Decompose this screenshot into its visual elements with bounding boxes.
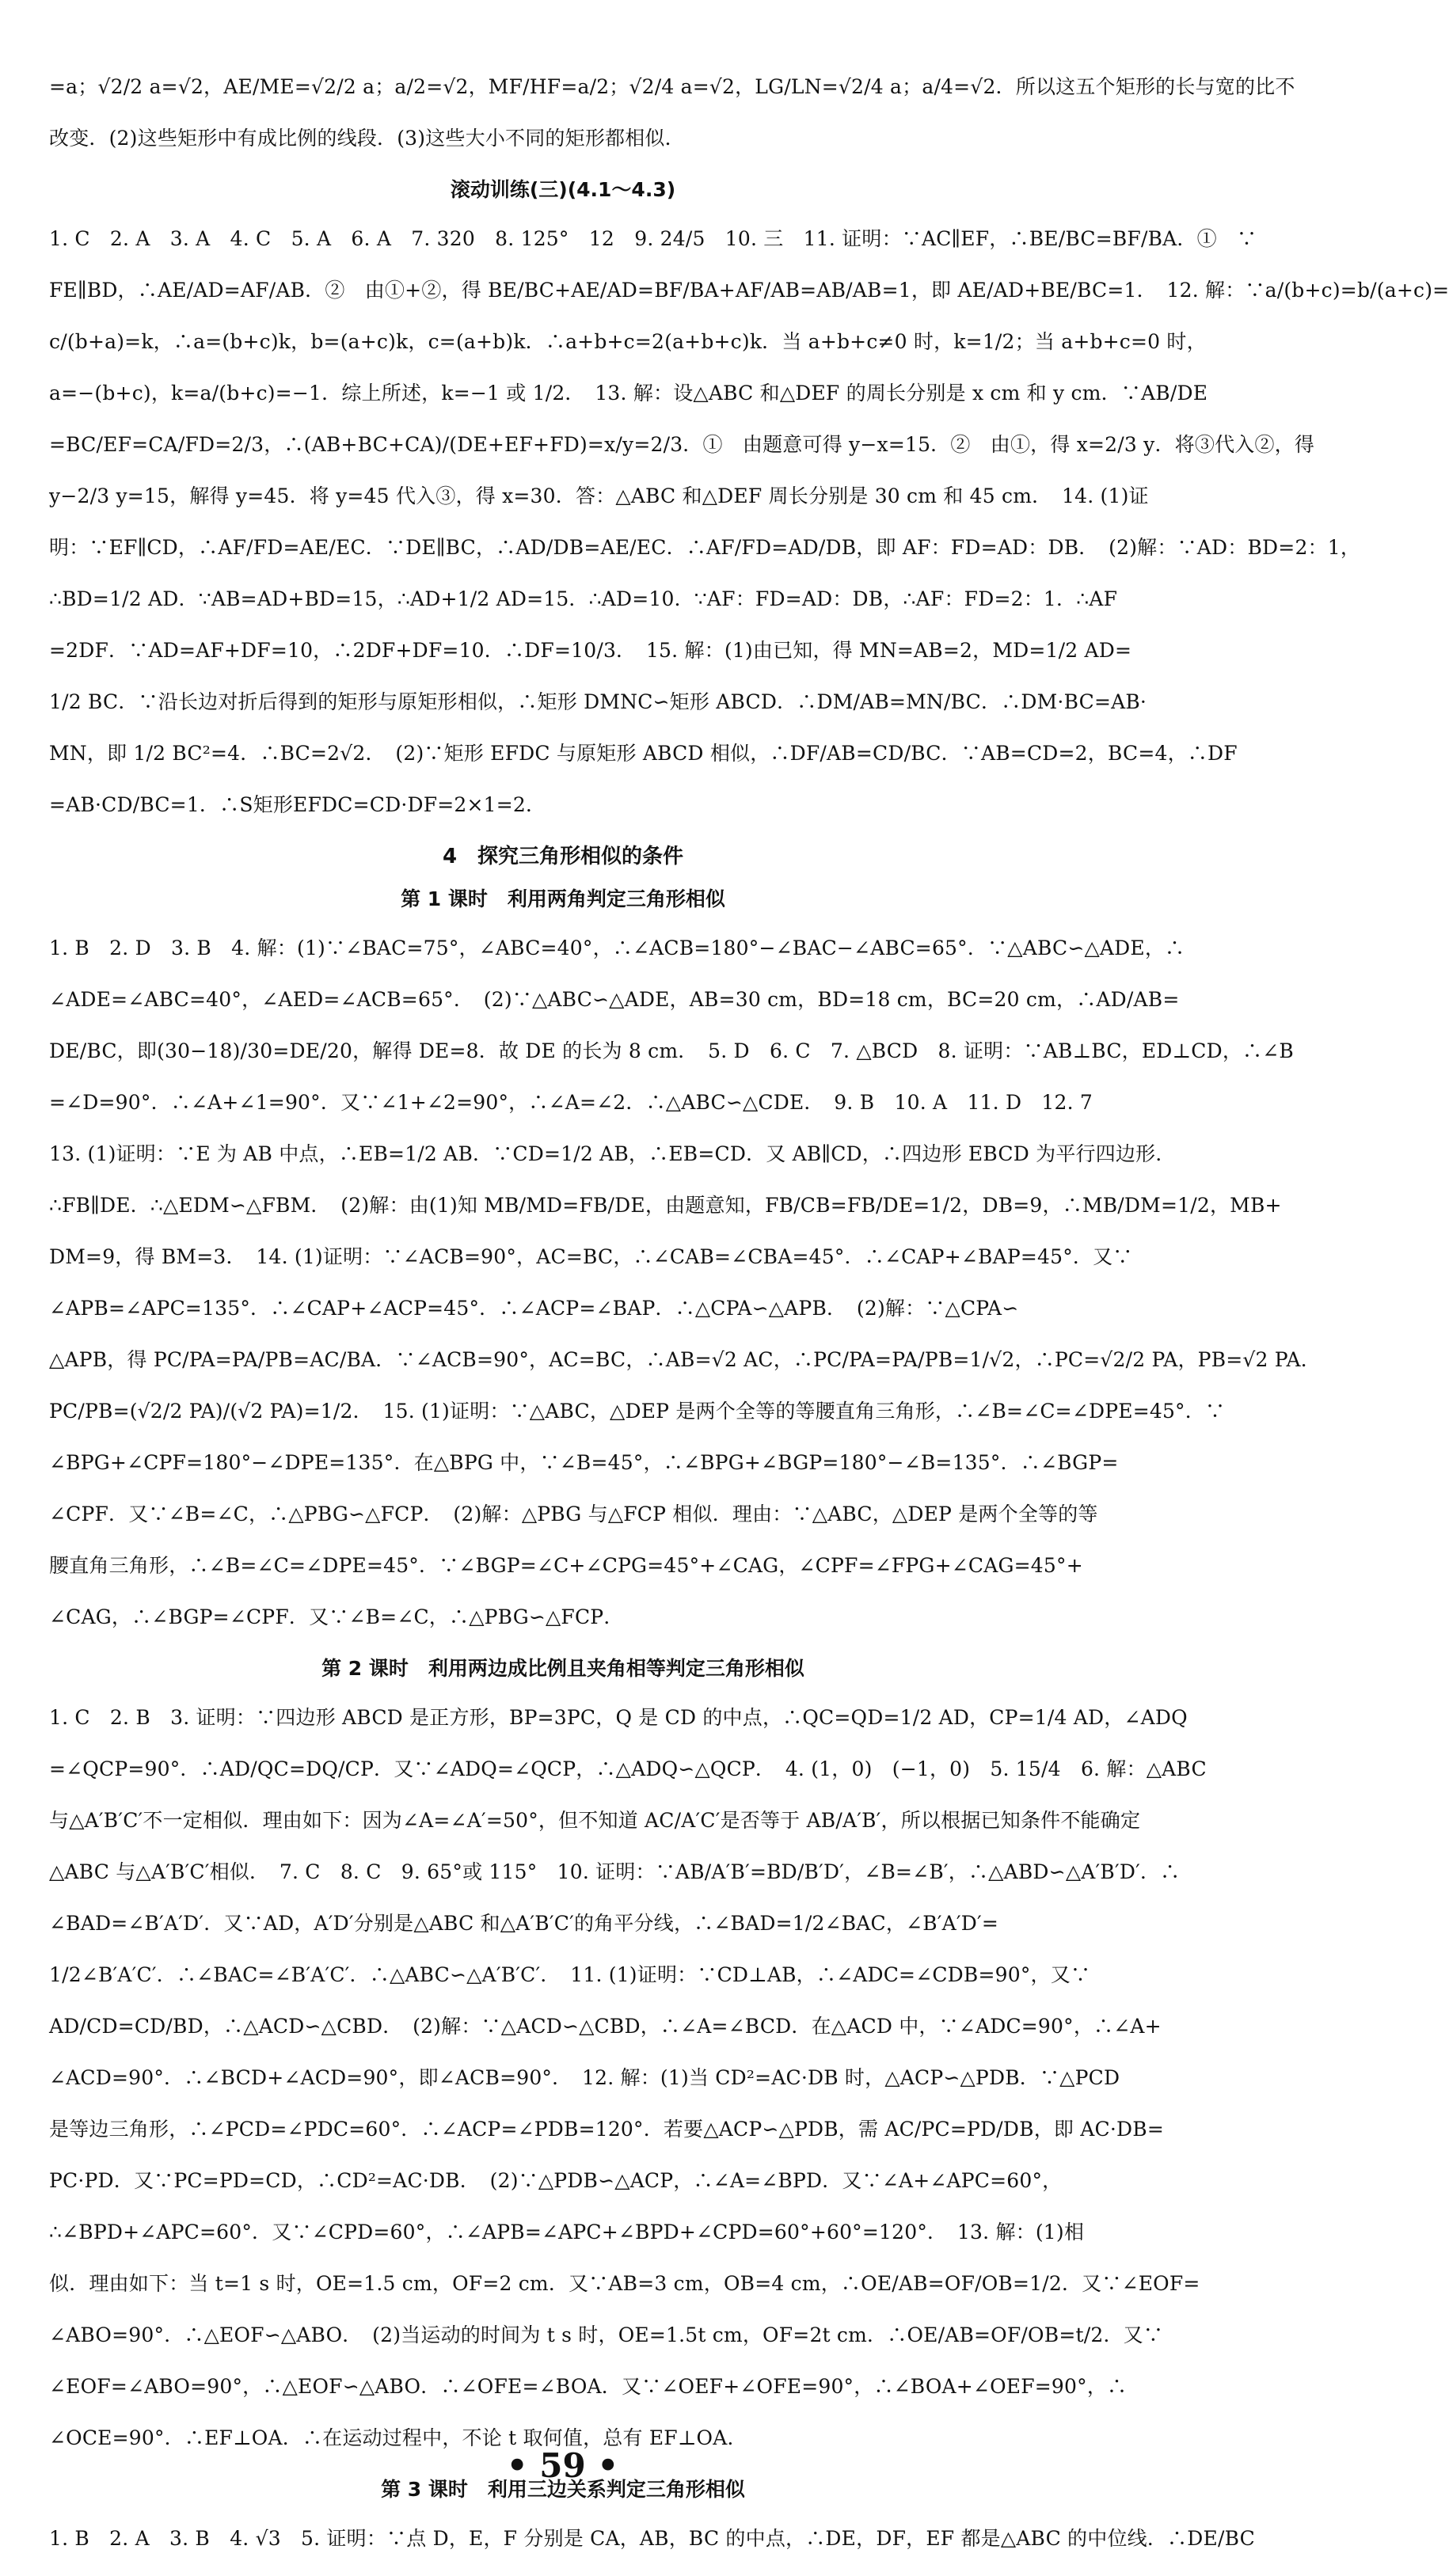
answer-line: 似．理由如下：当 t=1 s 时，OE=1.5 cm，OF=2 cm．又∵AB=3 cm，OB=4 cm，∴OE/AB=OF/OB=1/2．又∵∠EOF= [49, 2272, 1200, 2295]
lesson-heading: 第 2 课时 利用两边成比例且夹角相等判定三角形相似 [321, 1657, 804, 1680]
answer-line: DE/BC，即(30−18)/30=DE/20，解得 DE=8．故 DE 的长为 8 cm． 5. D 6. C 7. △BCD 8. 证明：∵AB⊥BC，ED⊥CD，∴∠B [49, 1039, 1294, 1062]
answer-line: 13. (1)证明：∵E 为 AB 中点，∴EB=1/2 AB．∵CD=1/2 AB，∴EB=CD．又 AB∥CD，∴四边形 EBCD 为平行四边形． [49, 1142, 1176, 1165]
answer-line: ∠APB=∠APC=135°．∴∠CAP+∠ACP=45°．∴∠ACP=∠BAP．∴△CPA∽△APB． (2)解：∵△CPA∽ [49, 1297, 1019, 1320]
answer-line: ∠BPG+∠CPF=180°−∠DPE=135°．在△BPG 中，∵∠B=45°，∴∠BPG+∠BGP=180°−∠B=135°．∴∠BGP= [49, 1451, 1119, 1474]
answer-line: DM=9，得 BM=3． 14. (1)证明：∵∠ACB=90°，AC=BC，∴∠CAB=∠CBA=45°．∴∠CAP+∠BAP=45°．又∵ [49, 1245, 1133, 1268]
answer-line: 腰直角三角形，∴∠B=∠C=∠DPE=45°．∵∠BGP=∠C+∠CPG=45°+∠CAG，∠CPF=∠FPG+∠CAG=45°+ [49, 1554, 1083, 1577]
answer-line: 1. B 2. D 3. B 4. 解：(1)∵∠BAC=75°，∠ABC=40°，∴∠ACB=180°−∠BAC−∠ABC=65°．∵△ABC∽△ADE，∴ [49, 937, 1185, 959]
answer-line: ∠ABO=90°．∴△EOF∽△ABO． (2)当运动的时间为 t s 时，OE=1.5t cm，OF=2t cm．∴OE/AB=OF/OB=t/2．又∵ [49, 2323, 1164, 2346]
page-number: • 59 • [506, 2446, 619, 2485]
answer-line: MN，即 1/2 BC²=4．∴BC=2√2． (2)∵矩形 EFDC 与原矩形 ABCD 相似，∴DF/AB=CD/BC．∵AB=CD=2，BC=4，∴DF [49, 742, 1238, 765]
answer-line: ∠CPF．又∵∠B=∠C，∴△PBG∽△FCP． (2)解：△PBG 与△FCP 相似．理由：∵△ABC，△DEP 是两个全等的等 [49, 1503, 1098, 1525]
answer-line: ∠ACD=90°．∴∠BCD+∠ACD=90°，即∠ACB=90°． 12. 解：(1)当 CD²=AC·DB 时，△ACP∽△PDB．∵△PCD [49, 2066, 1120, 2089]
answer-line: △APB，得 PC/PA=PA/PB=AC/BA．∵∠ACB=90°，AC=BC，∴AB=√2 AC，∴PC/PA=PA/PB=1/√2，∴PC=√2/2 PA，PB=√2 PA． [49, 1348, 1321, 1371]
answer-line: 是等边三角形，∴∠PCD=∠PDC=60°．∴∠ACP=∠PDB=120°．若要△ACP∽△PDB，需 AC/PC=PD/DB，即 AC·DB= [49, 2118, 1164, 2141]
answer-line: =∠D=90°．∴∠A+∠1=90°．又∵∠1+∠2=90°，∴∠A=∠2．∴△ABC∽△CDE． 9. B 10. A 11. D 12. 7 [49, 1091, 1093, 1114]
answer-line: ∴∠BPD+∠APC=60°．又∵∠CPD=60°，∴∠APB=∠APC+∠BPD+∠CPD=60°+60°=120°． 13. 解：(1)相 [49, 2221, 1085, 2244]
answer-line: ∠OCE=90°．∴EF⊥OA．∴在运动过程中，不论 t 取何值，总有 EF⊥OA． [49, 2426, 747, 2449]
answer-line: 1/2 BC．∵沿长边对折后得到的矩形与原矩形相似，∴矩形 DMNC∽矩形 ABCD．∴DM/AB=MN/BC．∴DM·BC=AB· [49, 690, 1147, 713]
answer-line: =2DF．∵AD=AF+DF=10，∴2DF+DF=10．∴DF=10/3． 15. 解：(1)由已知，得 MN=AB=2，MD=1/2 AD= [49, 639, 1132, 662]
answer-line: 1. B 2. A 3. B 4. √3 5. 证明：∵点 D，E，F 分别是 CA，AB，BC 的中点，∴DE，DF，EF 都是△ABC 的中位线．∴DE/BC [49, 2527, 1255, 2550]
answer-line: a=−(b+c)，k=a/(b+c)=−1．综上所述，k=−1 或 1/2． 13. 解：设△ABC 和△DEF 的周长分别是 x cm 和 y cm．∵AB/DE [49, 382, 1208, 405]
answer-line: 1/2∠B′A′C′．∴∠BAC=∠B′A′C′．∴△ABC∽△A′B′C′． 11. (1)证明：∵CD⊥AB，∴∠ADC=∠CDB=90°，又∵ [49, 1963, 1091, 1986]
section-title: 4 探究三角形相似的条件 [442, 845, 684, 868]
lesson-heading: 第 1 课时 利用两角判定三角形相似 [401, 887, 725, 910]
answer-line: 改变．(2)这些矩形中有成比例的线段．(3)这些大小不同的矩形都相似． [49, 127, 685, 150]
answer-line: =BC/EF=CA/FD=2/3，∴(AB+BC+CA)/(DE+EF+FD)=x/y=2/3．① 由题意可得 y−x=15．② 由①，得 x=2/3 y．将③代入②，得 [49, 433, 1315, 456]
answer-line: PC/PB=(√2/2 PA)/(√2 PA)=1/2． 15. (1)证明：∵△ABC，△DEP 是两个全等的等腰直角三角形，∴∠B=∠C=∠DPE=45°．∵ [49, 1400, 1226, 1423]
answer-line: ∠BAD=∠B′A′D′．又∵AD，A′D′分别是△ABC 和△A′B′C′的角平分线，∴∠BAD=1/2∠BAC，∠B′A′D′= [49, 1912, 999, 1935]
lesson-heading: 第 3 课时 利用三边关系判定三角形相似 [381, 2478, 745, 2501]
answer-line: 1. C 2. A 3. A 4. C 5. A 6. A 7. 320 8. 125° 12 9. 24/5 10. 三 11. 证明：∵AC∥EF，∴BE/BC=BF/BA．① ∵ [49, 227, 1257, 250]
answer-line: FE∥BD，∴AE/AD=AF/AB．② 由①+②，得 BE/BC+AE/AD=BF/BA+AF/AB=AB/AB=1，即 AE/AD+BE/BC=1． 12. 解：∵a/(b+c)=b/(a+c)= [49, 279, 1449, 302]
lesson-heading: 滚动训练(三)(4.1～4.3) [450, 178, 676, 201]
answer-line: ∠ADE=∠ABC=40°，∠AED=∠ACB=65°． (2)∵△ABC∽△ADE，AB=30 cm，BD=18 cm，BC=20 cm，∴AD/AB= [49, 988, 1180, 1011]
answer-content [49, 73, 1449, 2576]
answer-line: ∠EOF=∠ABO=90°，∴△EOF∽△ABO．∴∠OFE=∠BOA．又∵∠OEF+∠OFE=90°，∴∠BOA+∠OEF=90°，∴ [49, 2375, 1128, 2398]
answer-line: c/(b+a)=k，∴a=(b+c)k，b=(a+c)k，c=(a+b)k．∴a+b+c=2(a+b+c)k．当 a+b+c≠0 时，k=1/2；当 a+b+c=0 时， [49, 330, 1207, 353]
answer-line: =AB·CD/BC=1．∴S矩形EFDC=CD·DF=2×1=2． [49, 793, 546, 816]
answer-line: △ABC 与△A′B′C′相似． 7. C 8. C 9. 65°或 115° 10. 证明：∵AB/A′B′=BD/B′D′，∠B=∠B′，∴△ABD∽△A′B′D′．∴ [49, 1860, 1181, 1883]
answer-line: y−2/3 y=15，解得 y=45．将 y=45 代入③，得 x=30．答：△ABC 和△DEF 周长分别是 30 cm 和 45 cm． 14. (1)证 [49, 484, 1149, 507]
answer-line: AD/CD=CD/BD，∴△ACD∽△CBD． (2)解：∵△ACD∽△CBD，∴∠A=∠BCD．在△ACD 中，∵∠ADC=90°，∴∠A+ [49, 2015, 1162, 2038]
answer-line: 1. C 2. B 3. 证明：∵四边形 ABCD 是正方形，BP=3PC，Q 是 CD 的中点，∴QC=QD=1/2 AD，CP=1/4 AD，∠ADQ [49, 1706, 1188, 1729]
answer-line: ∴BD=1/2 AD．∵AB=AD+BD=15，∴AD+1/2 AD=15．∴AD=10．∵AF：FD=AD：DB，∴AF：FD=2：1．∴AF [49, 587, 1118, 610]
answer-line: PC·PD．又∵PC=PD=CD，∴CD²=AC·DB． (2)∵△PDB∽△ACP，∴∠A=∠BPD．又∵∠A+∠APC=60°， [49, 2169, 1063, 2192]
answer-line: 与△A′B′C′不一定相似．理由如下：因为∠A=∠A′=50°，但不知道 AC/A′C′是否等于 AB/A′B′，所以根据已知条件不能确定 [49, 1809, 1141, 1832]
answer-line: ∠CAG，∴∠BGP=∠CPF．又∵∠B=∠C，∴△PBG∽△FCP． [49, 1605, 624, 1628]
answer-line: 明：∵EF∥CD，∴AF/FD=AE/EC．∵DE∥BC，∴AD/DB=AE/EC．∴AF/FD=AD/DB，即 AF：FD=AD：DB． (2)解：∵AD：BD=2：1， [49, 536, 1361, 559]
answer-line: =∠QCP=90°．∴AD/QC=DQ/CP．又∵∠ADQ=∠QCP，∴△ADQ∽△QCP． 4. (1，0) (−1，0) 5. 15/4 6. 解：△ABC [49, 1757, 1207, 1780]
answer-line: =a；√2/2 a=√2，AE/ME=√2/2 a；a/2=√2，MF/HF=a/2；√2/4 a=√2，LG/LN=√2/4 a；a/4=√2．所以这五个矩形的长与宽的比不 [49, 75, 1295, 98]
answer-line: ∴FB∥DE．∴△EDM∽△FBM． (2)解：由(1)知 MB/MD=FB/DE，由题意知，FB/CB=FB/DE=1/2，DB=9，∴MB/DM=1/2，MB+ [49, 1194, 1282, 1217]
